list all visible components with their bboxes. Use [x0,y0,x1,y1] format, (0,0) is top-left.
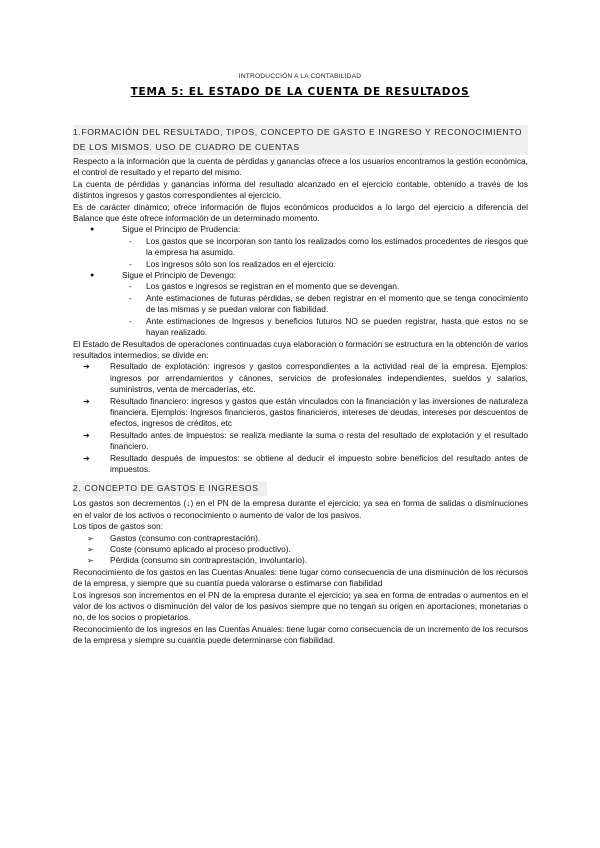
devengo-item: - Los gastos e ingresos se registran en el momento que se devengan. [73,281,528,292]
tipos-gastos-label: Los tipos de gastos son: [73,521,163,532]
ingresos-paragraph: Los ingresos son incrementos en el PN de la empresa durante el ejercicio; ya sea en forma de entradas o aumentos en el valor de los activos o disminución del valor de los pasivos siempre que no tengan su origen en aportaciones, monetarias o no, de los socios o propietarios. [73,589,528,623]
gastos-paragraph: Los gastos son decrementos (↓) en el PN de la empresa durante el ejercicio; ya sea en forma de salidas o disminuciones en el valor de los activos o reconocimiento o aumento de valor de los pasivos. [73,498,528,520]
result-financiero: ➔ Resultado financiero: ingresos y gastos que están vinculados con la financiación y las inversiones de naturaleza financiera. Ejemplos: Ingresos financieros, gastos financieros, intereses de deudas, intereses por descuentos de efectos, ingresos de créditos, etc [73,396,528,430]
section-1-heading [73,125,528,155]
section-1-heading-line1: 1.FORMACIÓN DEL RESULTADO, TIPOS, CONCEPTO DE GASTO E INGRESO Y RECONOCIMIENTO [73,127,523,137]
intro-paragraph-3: Es de carácter dinámico; ofrece información de flujos económicos producidos a lo largo del ejercicio a diferencia del Balance que éste ofrece información de un determinado momento. [73,201,528,224]
tipo-gasto-item: ➢ Pérdida (consumo sin contraprestación, involuntario). [73,555,528,566]
prudencia-item: - Los ingresos sólo son los realizados en el ejercicio. [73,259,528,270]
tipo-gasto-item: ➢ Gastos (consumo con contraprestación). [73,533,528,544]
principles-list [73,224,528,338]
document-body [73,125,528,647]
section-1-heading-line2: DE LOS MISMOS. USO DE CUADRO DE CUENTAS [73,142,300,152]
estado-paragraph: El Estado de Resultados de operaciones continuadas cuya elaboración o formación se estructura en la obtención de varios resultados intermedios, se divide en: [73,338,529,360]
principle-devengo: ● Sigue el Principio de Devengo: [73,270,528,281]
reconocimiento-ingresos-paragraph: Reconocimiento de los ingresos en las Cuentas Anuales: tiene lugar como consecuencia de un incremento de los recursos de la empresa y siempre su cuantía puede determinarse con fiabilidad. [73,623,528,646]
page-title: TEMA 5: EL ESTADO DE LA CUENTA DE RESULTADOS [130,86,470,98]
subject-header: INTRODUCCIÓN A LA CONTABILIDAD [238,73,362,80]
devengo-item: - Ante estimaciones de Ingresos y beneficios futuros NO se pueden registrar, hasta que estos no se hayan realizado. [73,316,528,339]
principle-prudencia: ● Sigue el Principio de Prudencia: [73,224,528,235]
result-explotacion: ➔ Resultado de explotación: ingresos y gastos correspondientes a la actividad real de la empresa. Ejemplos: ingresos por arrendamientos y cánones, servicios de profesionales independientes, sueldos y salarios, suministros, venta de mercaderías, etc. [73,361,528,395]
tipos-gastos-list [73,533,528,567]
result-despues-impuestos: ➔ Resultado después de impuestos: se obtiene al deducir el impuesto sobre beneficios del resultado antes de impuestos. [73,453,528,476]
tipo-gasto-item: ➢ Coste (consumo aplicado al proceso productivo). [73,544,528,555]
results-list [73,361,528,475]
result-antes-impuestos: ➔ Resultado antes de impuestos: se realiza mediante la suma o resta del resultado de explotación y el resultado financiero. [73,430,528,453]
reconocimiento-gastos-paragraph: Reconocimiento de los gastos en las Cuentas Anuales: tiene lugar como consecuencia de una disminución de los recursos de la empresa, y siempre que su cuantía pueda valorarse o estimarse con fiabilidad [73,566,528,589]
prudencia-item: - Los gastos que se incorporan son tanto los realizados como los estimados procedentes de riesgos que la empresa ha asumido. [73,236,528,259]
intro-paragraph-2: La cuenta de pérdidas y ganancias informa del resultado alcanzado en el ejercicio contable, obtenido a través de los distintos ingresos y gastos correspondientes al ejercicio. [73,178,528,201]
section-2-heading: 2. CONCEPTO DE GASTOS E INGRESOS [73,481,267,496]
intro-paragraph-1: Respecto a la información que la cuenta de pérdidas y ganancias ofrece a los usuarios encontramos la gestión económica, el control de resultado y el reparto del mismo. [73,156,528,178]
devengo-item: - Ante estimaciones de futuras pérdidas, se deben registrar en el momento que se tenga conocimiento de las mismas y se puedan valorar con fiabilidad. [73,293,528,316]
